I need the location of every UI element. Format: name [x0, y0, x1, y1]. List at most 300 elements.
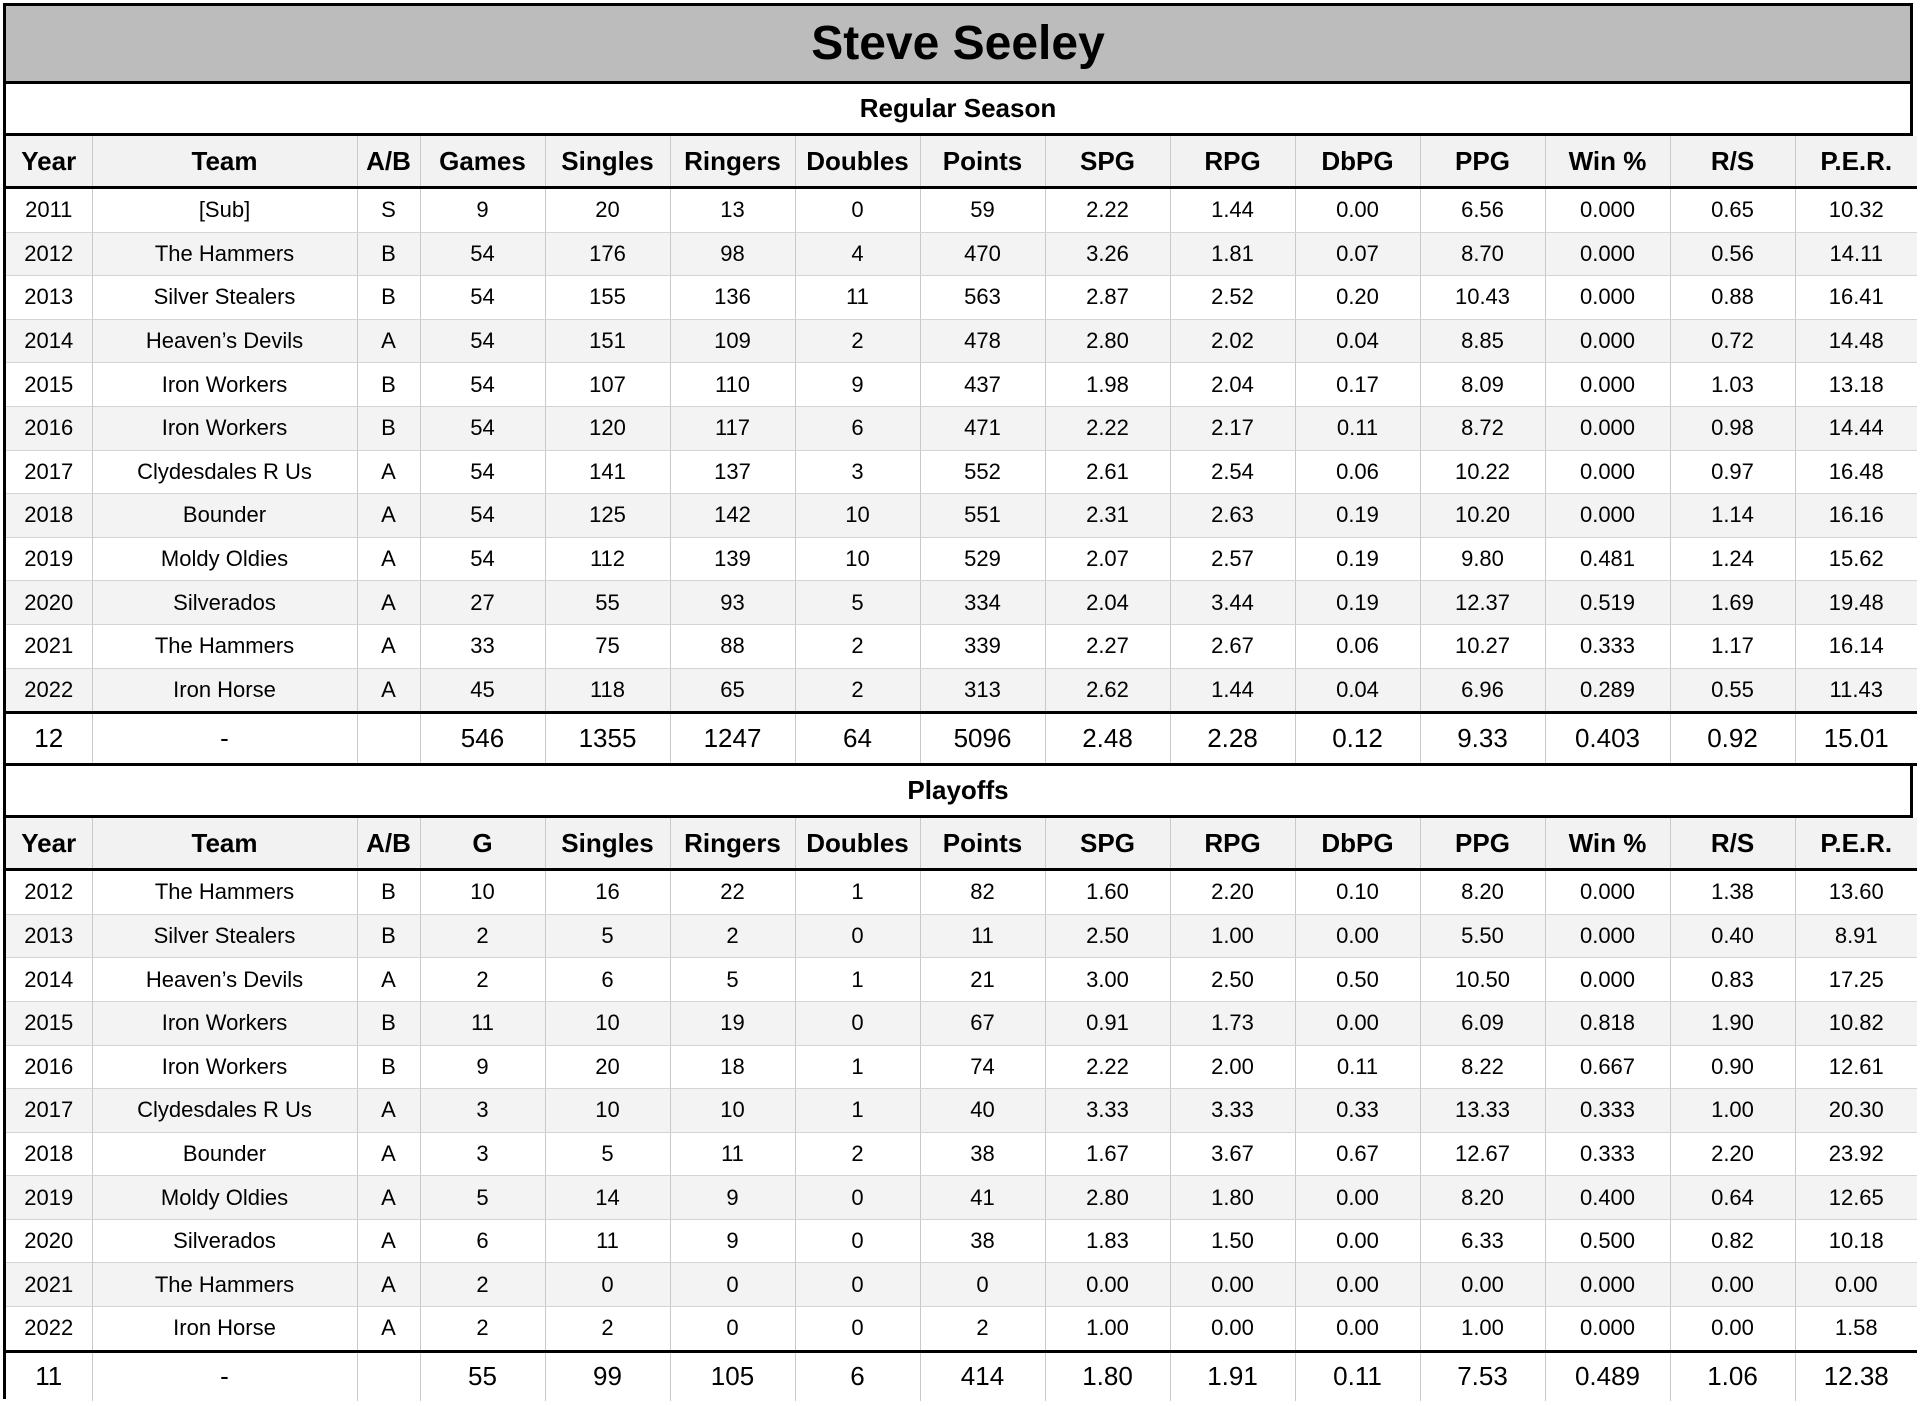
table-cell: 2018 [6, 1132, 92, 1176]
table-cell: 2.04 [1045, 581, 1170, 625]
table-cell: 0.40 [1670, 914, 1795, 958]
column-header: P.E.R. [1795, 818, 1917, 870]
table-cell: 2015 [6, 1001, 92, 1045]
table-cell: [Sub] [92, 188, 357, 233]
table-cell: 16.14 [1795, 624, 1917, 668]
table-cell: 1.81 [1170, 232, 1295, 276]
table-cell: A [357, 1132, 420, 1176]
table-cell: 3.44 [1170, 581, 1295, 625]
table-cell: Heaven’s Devils [92, 319, 357, 363]
table-cell: 2.54 [1170, 450, 1295, 494]
column-header: PPG [1420, 136, 1545, 188]
table-cell: 14.11 [1795, 232, 1917, 276]
table-cell: 0.88 [1670, 276, 1795, 320]
table-cell: 19 [670, 1001, 795, 1045]
table-cell: 10 [795, 494, 920, 538]
table-cell: 0.000 [1545, 363, 1670, 407]
table-row [6, 363, 1917, 407]
table-cell: 1.24 [1670, 537, 1795, 581]
table-cell: 2 [420, 1263, 545, 1307]
table-cell: 0.00 [1295, 1307, 1420, 1352]
table-cell: 117 [670, 406, 795, 450]
totals-row [6, 713, 1917, 765]
table-cell: Clydesdales R Us [92, 1089, 357, 1133]
table-cell: 1.58 [1795, 1307, 1917, 1352]
totals-cell: 0.11 [1295, 1351, 1420, 1401]
table-cell: 0 [795, 1307, 920, 1352]
column-header: Team [92, 136, 357, 188]
table-cell: 137 [670, 450, 795, 494]
totals-cell: 64 [795, 713, 920, 765]
regular-season-totals [6, 713, 1917, 765]
table-cell: 0.667 [1545, 1045, 1670, 1089]
table-row [6, 581, 1917, 625]
column-header: RPG [1170, 136, 1295, 188]
table-cell: 176 [545, 232, 670, 276]
playoffs-heading: Playoffs [6, 766, 1910, 818]
table-cell: 2.80 [1045, 319, 1170, 363]
table-cell: S [357, 188, 420, 233]
regular-season-body [6, 188, 1917, 713]
table-cell: 2012 [6, 870, 92, 915]
totals-cell: 6 [795, 1351, 920, 1401]
table-cell: 0.19 [1295, 494, 1420, 538]
table-cell: 2017 [6, 1089, 92, 1133]
column-header: SPG [1045, 818, 1170, 870]
table-cell: A [357, 1089, 420, 1133]
table-row [6, 319, 1917, 363]
table-cell: 40 [920, 1089, 1045, 1133]
table-cell: 82 [920, 870, 1045, 915]
table-cell: 54 [420, 450, 545, 494]
table-cell: 4 [795, 232, 920, 276]
table-cell: 38 [920, 1132, 1045, 1176]
totals-cell: - [92, 713, 357, 765]
table-cell: 0.33 [1295, 1089, 1420, 1133]
table-cell: 13 [670, 188, 795, 233]
table-cell: Heaven’s Devils [92, 958, 357, 1002]
table-cell: 107 [545, 363, 670, 407]
table-cell: Iron Workers [92, 363, 357, 407]
table-cell: 54 [420, 276, 545, 320]
table-cell: 0 [795, 1263, 920, 1307]
table-cell: 27 [420, 581, 545, 625]
table-cell: 54 [420, 406, 545, 450]
table-cell: 0 [795, 1219, 920, 1263]
table-cell: 10.27 [1420, 624, 1545, 668]
table-cell: 2 [420, 958, 545, 1002]
table-cell: 0 [920, 1263, 1045, 1307]
table-cell: 74 [920, 1045, 1045, 1089]
table-cell: 2.57 [1170, 537, 1295, 581]
table-cell: A [357, 624, 420, 668]
table-cell: 16 [545, 870, 670, 915]
table-cell: 1.44 [1170, 188, 1295, 233]
table-cell: A [357, 1176, 420, 1220]
table-cell: A [357, 319, 420, 363]
table-cell: 136 [670, 276, 795, 320]
table-cell: 118 [545, 668, 670, 713]
totals-cell: 1355 [545, 713, 670, 765]
table-cell: 10.50 [1420, 958, 1545, 1002]
table-row [6, 958, 1917, 1002]
table-cell: 1.00 [1670, 1089, 1795, 1133]
table-cell: 155 [545, 276, 670, 320]
table-cell: 10 [545, 1001, 670, 1045]
table-cell: A [357, 537, 420, 581]
table-cell: 1.38 [1670, 870, 1795, 915]
table-cell: 1 [795, 958, 920, 1002]
table-cell: 2.87 [1045, 276, 1170, 320]
table-cell: 10 [420, 870, 545, 915]
table-row [6, 450, 1917, 494]
totals-cell: 55 [420, 1351, 545, 1401]
playoffs-table [6, 818, 1917, 1401]
table-cell: 11 [795, 276, 920, 320]
table-cell: 2 [545, 1307, 670, 1352]
table-cell: 16.48 [1795, 450, 1917, 494]
table-row [6, 914, 1917, 958]
column-header: R/S [1670, 818, 1795, 870]
table-cell: 141 [545, 450, 670, 494]
table-row [6, 1176, 1917, 1220]
table-cell: Iron Horse [92, 668, 357, 713]
table-cell: 8.70 [1420, 232, 1545, 276]
table-cell: 3.00 [1045, 958, 1170, 1002]
table-cell: 88 [670, 624, 795, 668]
column-header: Year [6, 136, 92, 188]
table-cell: 3.33 [1170, 1089, 1295, 1133]
totals-cell: 1.91 [1170, 1351, 1295, 1401]
table-cell: 8.20 [1420, 1176, 1545, 1220]
table-row [6, 276, 1917, 320]
table-cell: 2 [920, 1307, 1045, 1352]
table-cell: 6.09 [1420, 1001, 1545, 1045]
table-cell: 5 [670, 958, 795, 1002]
table-cell: B [357, 914, 420, 958]
table-cell: 0.400 [1545, 1176, 1670, 1220]
totals-cell: 2.28 [1170, 713, 1295, 765]
table-cell: 0.000 [1545, 232, 1670, 276]
table-cell: 552 [920, 450, 1045, 494]
table-row [6, 232, 1917, 276]
table-cell: 334 [920, 581, 1045, 625]
table-cell: 0.82 [1670, 1219, 1795, 1263]
table-cell: A [357, 494, 420, 538]
table-cell: 2016 [6, 1045, 92, 1089]
table-cell: 6 [795, 406, 920, 450]
table-cell: 2.27 [1045, 624, 1170, 668]
table-cell: 0 [670, 1307, 795, 1352]
table-cell: 11 [920, 914, 1045, 958]
table-cell: 0.00 [1045, 1263, 1170, 1307]
table-cell: 1 [795, 870, 920, 915]
table-cell: The Hammers [92, 1263, 357, 1307]
table-cell: 0.000 [1545, 406, 1670, 450]
table-cell: 0.333 [1545, 1132, 1670, 1176]
totals-cell: - [92, 1351, 357, 1401]
table-cell: A [357, 450, 420, 494]
table-cell: 0.00 [1295, 914, 1420, 958]
column-header: DbPG [1295, 818, 1420, 870]
table-cell: A [357, 668, 420, 713]
table-cell: B [357, 1045, 420, 1089]
table-row [6, 1089, 1917, 1133]
stats-sheet [3, 3, 1913, 1399]
table-cell: 54 [420, 494, 545, 538]
table-cell: 0.00 [1670, 1263, 1795, 1307]
table-cell: 5 [795, 581, 920, 625]
totals-cell: 12.38 [1795, 1351, 1917, 1401]
table-cell: 2 [670, 914, 795, 958]
table-cell: 0.06 [1295, 450, 1420, 494]
table-cell: 0.500 [1545, 1219, 1670, 1263]
table-cell: 109 [670, 319, 795, 363]
table-cell: 0.65 [1670, 188, 1795, 233]
table-cell: Silver Stealers [92, 276, 357, 320]
table-cell: 0.83 [1670, 958, 1795, 1002]
table-cell: 38 [920, 1219, 1045, 1263]
table-cell: 65 [670, 668, 795, 713]
table-cell: 1.90 [1670, 1001, 1795, 1045]
table-cell: 529 [920, 537, 1045, 581]
totals-cell: 7.53 [1420, 1351, 1545, 1401]
column-header: Year [6, 818, 92, 870]
table-row [6, 1001, 1917, 1045]
table-cell: 2013 [6, 914, 92, 958]
table-cell: 2.31 [1045, 494, 1170, 538]
table-cell: 54 [420, 363, 545, 407]
table-cell: 9 [670, 1219, 795, 1263]
table-row [6, 188, 1917, 233]
totals-cell [357, 1351, 420, 1401]
table-cell: 8.91 [1795, 914, 1917, 958]
table-cell: 0.519 [1545, 581, 1670, 625]
table-cell: 54 [420, 232, 545, 276]
table-cell: 2 [795, 624, 920, 668]
table-cell: 33 [420, 624, 545, 668]
playoffs-header [6, 818, 1917, 870]
table-cell: 8.22 [1420, 1045, 1545, 1089]
table-cell: The Hammers [92, 232, 357, 276]
table-cell: 0.20 [1295, 276, 1420, 320]
table-cell: 471 [920, 406, 1045, 450]
table-cell: 0.000 [1545, 450, 1670, 494]
table-row [6, 1219, 1917, 1263]
table-cell: 1.17 [1670, 624, 1795, 668]
table-cell: Moldy Oldies [92, 1176, 357, 1220]
table-cell: A [357, 1219, 420, 1263]
table-cell: 0.04 [1295, 668, 1420, 713]
table-cell: 0.818 [1545, 1001, 1670, 1045]
table-cell: Bounder [92, 494, 357, 538]
table-cell: 2.02 [1170, 319, 1295, 363]
totals-cell: 0.403 [1545, 713, 1670, 765]
table-cell: 45 [420, 668, 545, 713]
table-cell: 0 [795, 1176, 920, 1220]
table-cell: 13.18 [1795, 363, 1917, 407]
table-cell: 13.33 [1420, 1089, 1545, 1133]
table-cell: 11 [670, 1132, 795, 1176]
table-cell: 0.67 [1295, 1132, 1420, 1176]
table-cell: 6 [545, 958, 670, 1002]
table-cell: 11 [545, 1219, 670, 1263]
table-cell: 2015 [6, 363, 92, 407]
table-cell: Iron Horse [92, 1307, 357, 1352]
column-header: Singles [545, 136, 670, 188]
table-cell: 0.06 [1295, 624, 1420, 668]
table-cell: B [357, 406, 420, 450]
table-cell: 2019 [6, 537, 92, 581]
table-cell: 0.00 [1420, 1263, 1545, 1307]
table-cell: 0.50 [1295, 958, 1420, 1002]
table-cell: 14 [545, 1176, 670, 1220]
column-header: Win % [1545, 136, 1670, 188]
table-cell: 125 [545, 494, 670, 538]
table-cell: 2.67 [1170, 624, 1295, 668]
regular-season-heading: Regular Season [6, 84, 1910, 136]
column-header: SPG [1045, 136, 1170, 188]
column-header: G [420, 818, 545, 870]
table-cell: 0.00 [1170, 1263, 1295, 1307]
table-row [6, 406, 1917, 450]
table-cell: 0.00 [1295, 188, 1420, 233]
table-cell: 2.20 [1670, 1132, 1795, 1176]
table-cell: 15.62 [1795, 537, 1917, 581]
column-header: Points [920, 818, 1045, 870]
column-header: Win % [1545, 818, 1670, 870]
table-cell: 0.97 [1670, 450, 1795, 494]
table-cell: 0.56 [1670, 232, 1795, 276]
totals-cell: 11 [6, 1351, 92, 1401]
table-cell: 563 [920, 276, 1045, 320]
table-cell: 1.69 [1670, 581, 1795, 625]
table-cell: 10 [545, 1089, 670, 1133]
column-header: Doubles [795, 818, 920, 870]
table-cell: 1.83 [1045, 1219, 1170, 1263]
table-cell: A [357, 1263, 420, 1307]
table-cell: 2017 [6, 450, 92, 494]
table-cell: 19.48 [1795, 581, 1917, 625]
table-cell: 2018 [6, 494, 92, 538]
table-row [6, 1045, 1917, 1089]
table-cell: 1.03 [1670, 363, 1795, 407]
table-cell: 0.000 [1545, 276, 1670, 320]
table-cell: 9 [795, 363, 920, 407]
table-cell: 0.17 [1295, 363, 1420, 407]
table-cell: 11.43 [1795, 668, 1917, 713]
table-cell: 2011 [6, 188, 92, 233]
table-cell: 0.481 [1545, 537, 1670, 581]
table-cell: 14.44 [1795, 406, 1917, 450]
table-cell: 8.09 [1420, 363, 1545, 407]
table-cell: 0.289 [1545, 668, 1670, 713]
table-cell: 2.22 [1045, 406, 1170, 450]
table-cell: 478 [920, 319, 1045, 363]
table-cell: 75 [545, 624, 670, 668]
table-cell: 2 [420, 1307, 545, 1352]
table-cell: 6.33 [1420, 1219, 1545, 1263]
table-cell: 3.33 [1045, 1089, 1170, 1133]
table-cell: 3.26 [1045, 232, 1170, 276]
table-cell: 0.00 [1295, 1176, 1420, 1220]
table-cell: 2019 [6, 1176, 92, 1220]
table-cell: 0.19 [1295, 581, 1420, 625]
table-cell: 339 [920, 624, 1045, 668]
table-cell: 2.62 [1045, 668, 1170, 713]
table-cell: 2022 [6, 1307, 92, 1352]
table-cell: 0.000 [1545, 1307, 1670, 1352]
table-row [6, 624, 1917, 668]
table-cell: Clydesdales R Us [92, 450, 357, 494]
table-cell: 11 [420, 1001, 545, 1045]
table-cell: 437 [920, 363, 1045, 407]
table-cell: 2014 [6, 958, 92, 1002]
table-cell: 0.64 [1670, 1176, 1795, 1220]
table-cell: A [357, 958, 420, 1002]
table-cell: 0 [795, 188, 920, 233]
totals-row [6, 1351, 1917, 1401]
totals-cell: 1.80 [1045, 1351, 1170, 1401]
table-cell: Silver Stealers [92, 914, 357, 958]
table-cell: 9 [670, 1176, 795, 1220]
table-cell: 151 [545, 319, 670, 363]
table-cell: 0.00 [1670, 1307, 1795, 1352]
column-header: Games [420, 136, 545, 188]
column-header: A/B [357, 818, 420, 870]
table-cell: B [357, 1001, 420, 1045]
table-cell: 0.72 [1670, 319, 1795, 363]
table-cell: 0.000 [1545, 494, 1670, 538]
table-cell: 3 [420, 1132, 545, 1176]
table-cell: 0.000 [1545, 319, 1670, 363]
table-cell: 0 [795, 914, 920, 958]
table-cell: 10 [670, 1089, 795, 1133]
header-row [6, 136, 1917, 188]
table-cell: 93 [670, 581, 795, 625]
table-cell: 23.92 [1795, 1132, 1917, 1176]
table-cell: 2.61 [1045, 450, 1170, 494]
totals-cell: 0.92 [1670, 713, 1795, 765]
table-cell: 12.65 [1795, 1176, 1917, 1220]
table-cell: 10.18 [1795, 1219, 1917, 1263]
table-cell: 2.22 [1045, 1045, 1170, 1089]
table-cell: 10.82 [1795, 1001, 1917, 1045]
table-cell: B [357, 276, 420, 320]
table-cell: 1.00 [1420, 1307, 1545, 1352]
table-cell: 1.80 [1170, 1176, 1295, 1220]
table-cell: 12.67 [1420, 1132, 1545, 1176]
table-cell: 1.50 [1170, 1219, 1295, 1263]
table-cell: 54 [420, 319, 545, 363]
table-cell: 2020 [6, 581, 92, 625]
table-cell: 0.90 [1670, 1045, 1795, 1089]
totals-cell: 12 [6, 713, 92, 765]
table-cell: 142 [670, 494, 795, 538]
header-row [6, 818, 1917, 870]
table-cell: 0.04 [1295, 319, 1420, 363]
table-cell: 0.11 [1295, 406, 1420, 450]
table-cell: A [357, 1307, 420, 1352]
table-cell: 2.04 [1170, 363, 1295, 407]
table-cell: Iron Workers [92, 1001, 357, 1045]
totals-cell: 1247 [670, 713, 795, 765]
table-cell: 5 [420, 1176, 545, 1220]
table-cell: 313 [920, 668, 1045, 713]
totals-cell [357, 713, 420, 765]
table-cell: 10.22 [1420, 450, 1545, 494]
table-cell: 5 [545, 1132, 670, 1176]
